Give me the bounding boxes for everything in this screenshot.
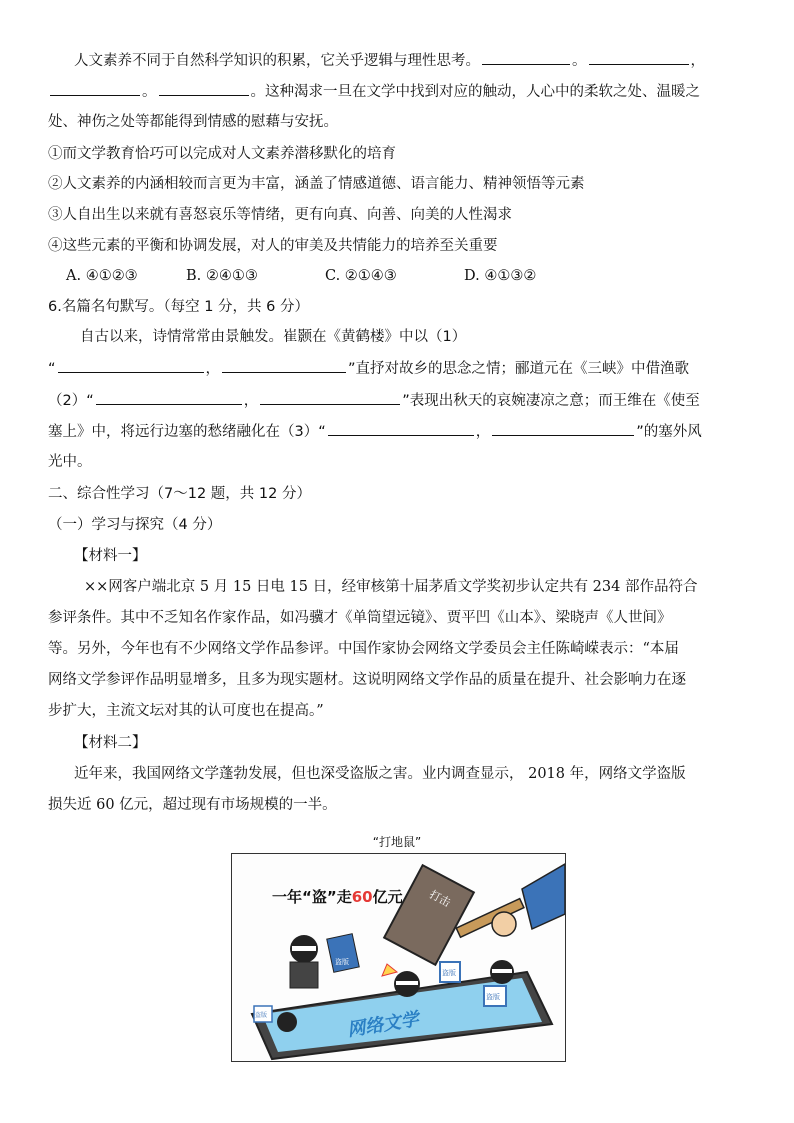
q6-text: （2）“: [48, 393, 94, 409]
answer-blank[interactable]: [159, 81, 249, 96]
q6-title: 6.名篇名句默写。（每空 1 分，共 6 分）: [48, 299, 309, 315]
passage-line-3: 处、神伤之处等都能得到情感的慰藉与安抚。: [48, 114, 338, 130]
hammer-icon: [384, 864, 565, 965]
svg-text:盗版: 盗版: [255, 1012, 268, 1019]
material1-line-1: ××网客户端北京 5 月 15 日电 15 日，经审核第十届茅盾文学奖初步认定共有 234 部作品符合: [84, 579, 698, 595]
material2-label: 【材料二】: [74, 735, 147, 751]
cartoon-caption: “打地鼠”: [372, 835, 422, 849]
answer-blank-1b[interactable]: [222, 358, 346, 373]
punct: 。: [572, 53, 587, 69]
punct: ，: [205, 361, 221, 377]
answer-blank-2b[interactable]: [260, 390, 400, 405]
q6-line-4: [48, 421, 702, 442]
material1-label: 【材料一】: [74, 548, 147, 564]
material2-line-1: 近年来，我国网络文学蓬勃发展，但也深受盗版之害。业内调查显示， 2018 年，网络文学盗版: [74, 766, 686, 782]
answer-blank-3b[interactable]: [492, 421, 634, 436]
passage-line-1: [74, 50, 705, 71]
punct: ，: [475, 424, 491, 440]
option-d[interactable]: D. ④①③②: [464, 268, 537, 284]
option-c[interactable]: C. ②①④③: [325, 268, 397, 284]
option-b[interactable]: B. ②④①③: [186, 268, 258, 284]
sentence-2: ②人文素养的内涵相较而言更为丰富，涵盖了情感道德、语言能力、精神领悟等元素: [48, 176, 585, 192]
answer-blank-1a[interactable]: [58, 358, 204, 373]
svg-text:网络文学: 网络文学: [345, 1008, 421, 1041]
punct: ，: [243, 393, 259, 409]
q6-line-3: [48, 390, 700, 411]
answer-blank[interactable]: [482, 50, 570, 65]
answer-blank-3a[interactable]: [328, 421, 474, 436]
q6-text: ”的塞外风: [636, 424, 702, 440]
passage-line-2: [48, 81, 700, 102]
q6-text: ”表现出秋天的哀婉凄凉之意；而王维在《使至: [402, 393, 700, 409]
passage-text: 人文素养不同于自然科学知识的积累，它关乎逻辑与理性思考。: [74, 53, 480, 69]
material1-line-5: 步扩大，主流文坛对其的认可度也在提高。”: [48, 703, 324, 719]
material2-line-2: 损失近 60 亿元，超过现有市场规模的一半。: [48, 797, 337, 813]
section2-subtitle: （一）学习与探究（4 分）: [48, 517, 222, 533]
answer-blank[interactable]: [50, 81, 140, 96]
thief-figure-left: [290, 934, 359, 988]
q6-text: 塞上》中，将远行边塞的愁绪融化在（3）“: [48, 424, 326, 440]
option-a[interactable]: A. ④①②③: [66, 268, 138, 284]
answer-blank-2a[interactable]: [96, 390, 242, 405]
svg-text:盗版: 盗版: [335, 958, 349, 966]
sentence-3: ③人自出生以来就有喜怒哀乐等情绪，更有向真、向善、向美的人性渴求: [48, 207, 512, 223]
q6-line-2: [48, 358, 689, 379]
svg-text:打击: 打击: [427, 887, 453, 910]
svg-text:盗版: 盗版: [442, 969, 456, 977]
punct: 。: [142, 84, 157, 100]
material1-line-3: 等。另外，今年也有不少网络文学作品参评。中国作家协会网络文学委员会主任陈崎嵘表示：“本届: [48, 641, 679, 657]
q6-text: ”直抒对故乡的思念之情；郦道元在《三峡》中借渔歌: [348, 361, 690, 377]
section2-title: 二、综合性学习（7～12 题，共 12 分）: [48, 486, 311, 502]
quote-open: “: [48, 361, 56, 377]
passage-text: 。这种渴求一旦在文学中找到对应的触动，人心中的柔软之处、温暖之: [250, 84, 700, 100]
cartoon-image: [231, 853, 566, 1062]
material1-line-2: 参评条件。其中不乏知名作家作品，如冯骥才《单筒望远镜》、贾平凹《山本》、梁晓声《人世间》: [48, 610, 672, 626]
answer-blank[interactable]: [589, 50, 689, 65]
q6-line-5: 光中。: [48, 454, 92, 470]
svg-text:盗版: 盗版: [486, 993, 500, 1001]
sentence-4: ④这些元素的平衡和协调发展，对人的审美及共情能力的培养至关重要: [48, 238, 498, 254]
cartoon-headline: 一年“盗”走60亿元: [272, 888, 403, 906]
q6-line-1: 自古以来，诗情常常由景触发。崔颢在《黄鹤楼》中以（1）: [80, 329, 467, 345]
cartoon-illustration: [232, 854, 565, 1061]
material1-line-4: 网络文学参评作品明显增多，且多为现实题材。这说明网络文学作品的质量在提升、社会影响力在逐: [48, 672, 686, 688]
sentence-1: ①而文学教育恰巧可以完成对人文素养潜移默化的培育: [48, 146, 396, 162]
punct: ，: [690, 53, 705, 69]
